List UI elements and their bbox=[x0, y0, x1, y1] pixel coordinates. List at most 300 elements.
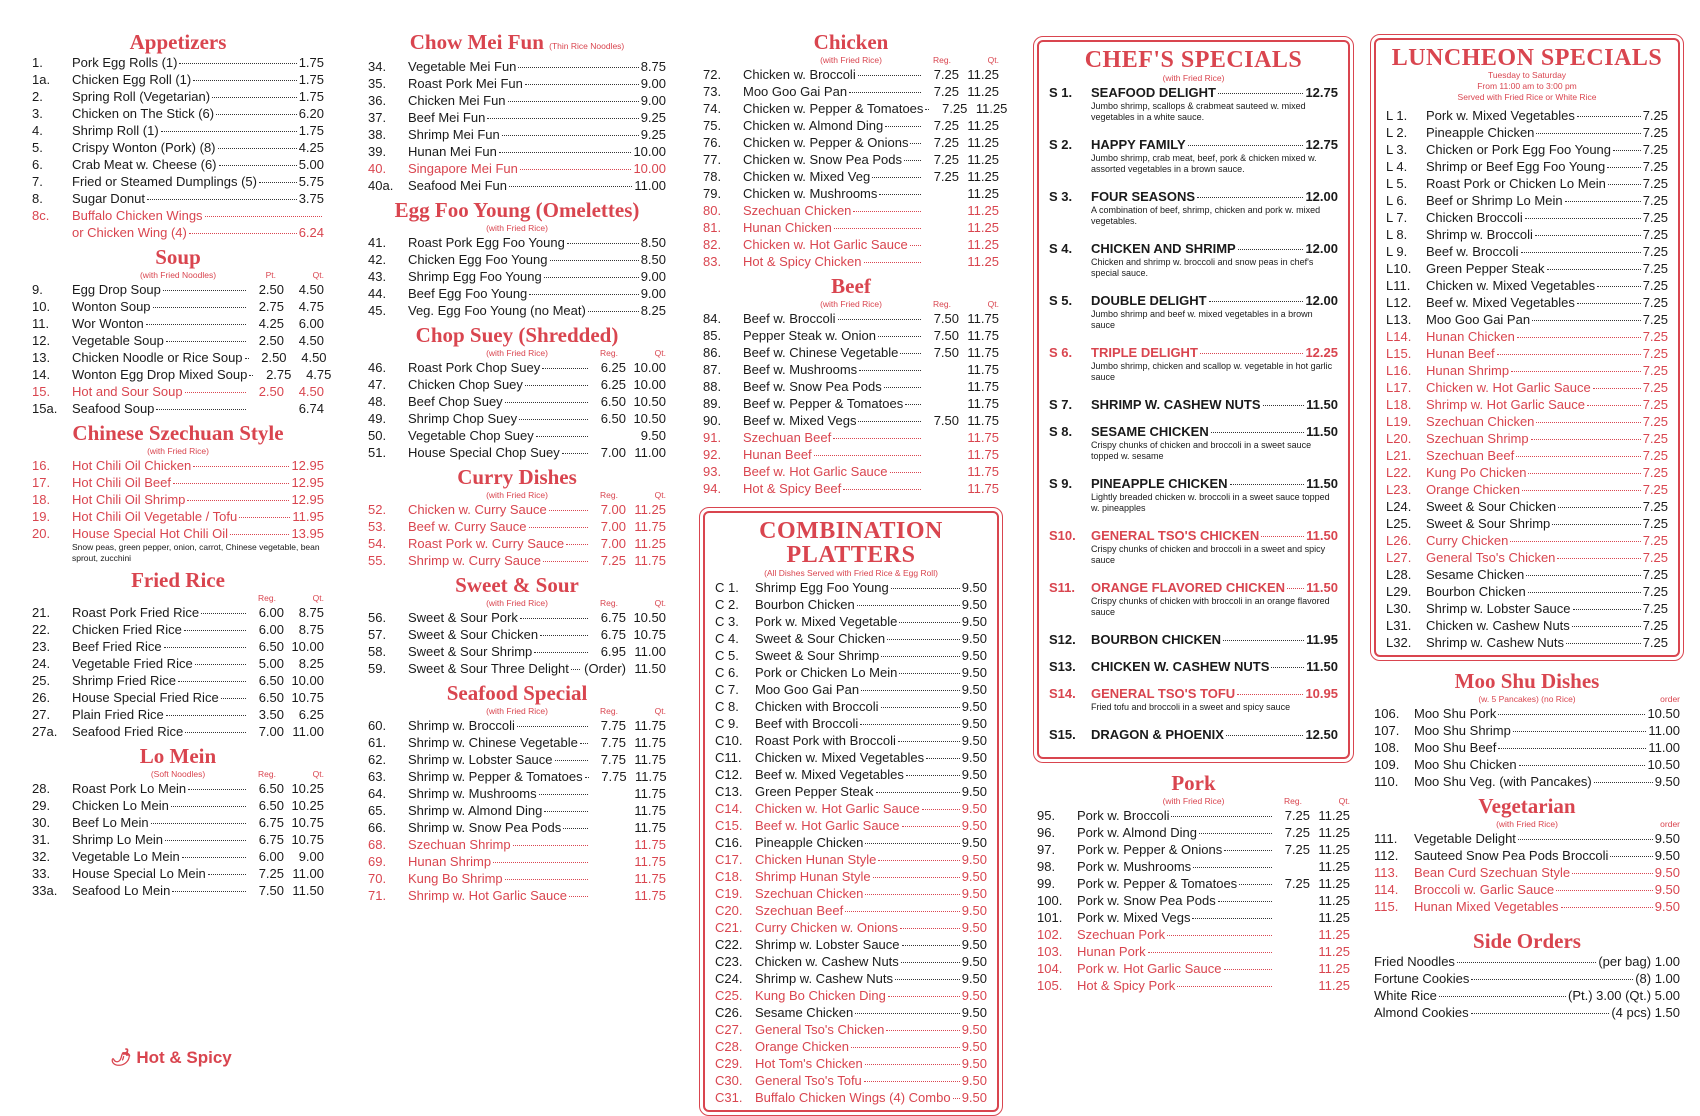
item-price-large: 11.25 bbox=[967, 169, 999, 184]
item-price: 7.25 bbox=[1642, 346, 1668, 361]
item-name: Szechuan Beef bbox=[755, 903, 844, 918]
item-name: Chicken Noodle or Rice Soup bbox=[72, 350, 243, 365]
menu-item bbox=[703, 66, 999, 83]
menu-item bbox=[1386, 141, 1668, 158]
section-curry bbox=[368, 465, 666, 569]
menu-item bbox=[32, 604, 324, 621]
item-number: 14. bbox=[32, 367, 51, 382]
item-price-large: 11.75 bbox=[967, 447, 999, 462]
menu-item bbox=[1386, 192, 1668, 209]
item-price: (per bag) 1.00 bbox=[1598, 954, 1680, 969]
menu-item bbox=[368, 501, 666, 518]
item-name: Pork w. Almond Ding bbox=[1077, 825, 1197, 840]
menu-item bbox=[32, 797, 324, 814]
dot-leader bbox=[1200, 353, 1304, 354]
section-subtitle bbox=[368, 347, 666, 359]
item-number: C28. bbox=[715, 1039, 743, 1054]
column-header-1: Reg. bbox=[933, 55, 951, 65]
menu-item bbox=[703, 361, 999, 378]
item-price: 9.50 bbox=[961, 767, 987, 782]
item-name: House Special Fried Rice bbox=[72, 690, 219, 705]
menu-item bbox=[1374, 987, 1680, 1004]
item-name: Singapore Mei Fun bbox=[408, 161, 518, 176]
item-price-small: 7.75 bbox=[601, 769, 627, 784]
item-price: 7.25 bbox=[1642, 601, 1668, 616]
menu-item bbox=[715, 766, 987, 783]
item-price: 12.00 bbox=[1305, 241, 1338, 256]
column-header-2: Qt. bbox=[312, 769, 324, 779]
item-number: L 6. bbox=[1386, 193, 1408, 208]
menu-item bbox=[1386, 498, 1668, 515]
item-price-large: 8.25 bbox=[298, 656, 324, 671]
dot-leader bbox=[925, 109, 929, 110]
item-name: Shrimp Chop Suey bbox=[408, 411, 518, 426]
item-name: Crab Meat w. Cheese (6) bbox=[72, 157, 217, 172]
item-number: S 6. bbox=[1049, 345, 1073, 360]
item-price: 10.95 bbox=[1305, 686, 1338, 701]
dot-leader bbox=[1237, 694, 1303, 695]
item-price-small: 7.25 bbox=[1284, 876, 1310, 891]
item-price-large: 11.25 bbox=[1318, 944, 1350, 959]
item-name: Beef w. Mixed Vegetables bbox=[755, 767, 904, 782]
item-price-large: 11.75 bbox=[967, 481, 999, 496]
dot-leader bbox=[865, 843, 959, 844]
item-price: 9.00 bbox=[640, 286, 666, 301]
dot-leader bbox=[189, 233, 297, 234]
dot-leader bbox=[185, 732, 246, 733]
item-number: L 4. bbox=[1386, 159, 1408, 174]
menu-item bbox=[1037, 977, 1350, 994]
item-price: 7.25 bbox=[1642, 142, 1668, 157]
dot-leader bbox=[259, 182, 297, 183]
dot-leader bbox=[1607, 167, 1640, 168]
dot-leader bbox=[922, 809, 960, 810]
item-price-large: 11.75 bbox=[967, 345, 999, 360]
menu-item bbox=[368, 819, 666, 836]
item-name: Fortune Cookies bbox=[1374, 971, 1470, 986]
dot-leader bbox=[1557, 558, 1640, 559]
item-name: Shrimp Lo Mein bbox=[72, 832, 164, 847]
item-price-small: 2.50 bbox=[261, 350, 287, 365]
section-title bbox=[32, 568, 324, 592]
dot-leader bbox=[171, 806, 246, 807]
item-price-large: 4.75 bbox=[306, 367, 332, 382]
item-name: Chicken w. Snow Pea Pods bbox=[743, 152, 902, 167]
menu-item bbox=[1386, 158, 1668, 175]
item-number: C13. bbox=[715, 784, 743, 799]
section-subtitle bbox=[32, 269, 324, 281]
item-price-large: 11.75 bbox=[635, 769, 667, 784]
item-name: Moo Shu Pork bbox=[1414, 706, 1497, 721]
menu-item bbox=[1374, 739, 1680, 756]
item-number: 5. bbox=[32, 140, 43, 155]
dot-leader bbox=[900, 928, 960, 929]
menu-item bbox=[1386, 107, 1668, 124]
menu-item bbox=[1386, 124, 1668, 141]
dot-leader bbox=[858, 421, 921, 422]
item-price: 7.25 bbox=[1642, 193, 1668, 208]
item-number: 18. bbox=[32, 492, 51, 507]
item-price-small: 7.25 bbox=[933, 135, 959, 150]
dot-leader bbox=[895, 979, 960, 980]
item-name: Shrimp w. Broccoli bbox=[1426, 227, 1533, 242]
item-price: 7.25 bbox=[1642, 533, 1668, 548]
dot-leader bbox=[851, 1047, 960, 1048]
menu-item bbox=[368, 393, 666, 410]
menu-item bbox=[715, 953, 987, 970]
menu-item bbox=[703, 151, 999, 168]
item-price: 7.25 bbox=[1642, 635, 1668, 650]
dot-leader bbox=[1526, 575, 1640, 576]
item-name: Spring Roll (Vegetarian) bbox=[72, 89, 211, 104]
dot-leader bbox=[1566, 643, 1641, 644]
section-title bbox=[1049, 48, 1338, 72]
item-price-small: 7.50 bbox=[258, 883, 284, 898]
item-price: 3.75 bbox=[298, 191, 324, 206]
item-number: 66. bbox=[368, 820, 387, 835]
item-number: 89. bbox=[703, 396, 722, 411]
item-price: 1.75 bbox=[298, 55, 324, 70]
menu-item bbox=[368, 410, 666, 427]
item-number: L 7. bbox=[1386, 210, 1408, 225]
dot-leader bbox=[178, 681, 246, 682]
dot-leader bbox=[534, 652, 588, 653]
item-name: Sesame Chicken bbox=[1426, 567, 1525, 582]
section-subtitle bbox=[1374, 818, 1680, 830]
item-price: 11.50 bbox=[1306, 476, 1338, 491]
item-name: Pork w. Mixed Vegetable bbox=[755, 614, 898, 629]
column-header-2: Qt. bbox=[312, 593, 324, 603]
item-number: C21. bbox=[715, 920, 743, 935]
item-number: 82. bbox=[703, 237, 722, 252]
section-title bbox=[703, 30, 999, 54]
item-price-large: 11.75 bbox=[634, 820, 666, 835]
dot-leader bbox=[1471, 1013, 1610, 1014]
item-name: Moo Shu Veg. (with Pancakes) bbox=[1414, 774, 1592, 789]
item-name: Szechuan Chicken bbox=[743, 203, 852, 218]
item-price-small: 2.50 bbox=[258, 384, 284, 399]
item-price: 7.25 bbox=[1642, 465, 1668, 480]
item-price-large: 11.25 bbox=[1318, 825, 1350, 840]
dot-leader bbox=[864, 262, 922, 263]
menu-item bbox=[32, 173, 324, 190]
dot-leader bbox=[502, 135, 639, 136]
dot-leader bbox=[208, 874, 246, 875]
item-name: Hot Chili Oil Vegetable / Tofu bbox=[72, 509, 238, 524]
item-price: 9.50 bbox=[961, 903, 987, 918]
dot-leader bbox=[525, 385, 588, 386]
item-name: SEAFOOD DELIGHT bbox=[1091, 85, 1216, 100]
item-price: 9.50 bbox=[961, 988, 987, 1003]
item-number: 97. bbox=[1037, 842, 1056, 857]
item-price-small: 6.00 bbox=[258, 622, 284, 637]
dot-leader bbox=[185, 392, 246, 393]
dot-leader bbox=[536, 436, 588, 437]
item-price: 12.25 bbox=[1305, 345, 1338, 360]
dot-leader bbox=[509, 186, 632, 187]
menu-item bbox=[1049, 240, 1338, 257]
item-number: 112. bbox=[1374, 848, 1399, 863]
item-number: 1a. bbox=[32, 72, 51, 87]
dot-leader bbox=[585, 777, 589, 778]
item-price-small: 6.75 bbox=[258, 815, 284, 830]
dot-leader bbox=[550, 260, 639, 261]
menu-item bbox=[368, 58, 666, 75]
menu-item bbox=[715, 834, 987, 851]
dot-leader bbox=[216, 114, 297, 115]
item-name: Veg. Egg Foo Young (no Meat) bbox=[408, 303, 586, 318]
item-number: C31. bbox=[715, 1090, 743, 1105]
item-price-small: 4.25 bbox=[258, 316, 284, 331]
dot-leader bbox=[891, 588, 960, 589]
dot-leader bbox=[1471, 979, 1633, 980]
item-name: Beef Chop Suey bbox=[408, 394, 503, 409]
item-number: S 2. bbox=[1049, 137, 1073, 152]
item-number: L 3. bbox=[1386, 142, 1408, 157]
item-price-small: 7.50 bbox=[933, 328, 959, 343]
section-title bbox=[32, 245, 324, 269]
dot-leader bbox=[205, 216, 322, 217]
dot-leader bbox=[218, 148, 297, 149]
menu-item bbox=[1386, 481, 1668, 498]
item-name: Chicken w. Cashew Nuts bbox=[1426, 618, 1570, 633]
item-number: 15. bbox=[32, 384, 51, 399]
menu-item bbox=[368, 268, 666, 285]
item-price-small: 7.50 bbox=[933, 413, 959, 428]
item-price-large: 11.75 bbox=[634, 735, 666, 750]
menu-item bbox=[1374, 898, 1680, 915]
item-price: 7.25 bbox=[1642, 159, 1668, 174]
item-description: Crispy chunks of chicken with broccoli in an orange flavored sauce bbox=[1091, 596, 1330, 617]
dot-leader bbox=[833, 438, 921, 439]
item-price-large: 8.75 bbox=[298, 622, 324, 637]
item-name: SHRIMP W. CASHEW NUTS bbox=[1091, 397, 1261, 412]
item-price-small: 7.25 bbox=[933, 84, 959, 99]
menu-item bbox=[32, 814, 324, 831]
dot-leader bbox=[1556, 890, 1653, 891]
item-name: Chicken w. Mixed Veg bbox=[743, 169, 871, 184]
dot-leader bbox=[487, 118, 638, 119]
item-number: 91. bbox=[703, 430, 722, 445]
menu-item bbox=[715, 630, 987, 647]
dot-leader bbox=[1573, 609, 1641, 610]
item-name: General Tso's Chicken bbox=[1426, 550, 1556, 565]
item-name: Sauteed Snow Pea Pods Broccoli bbox=[1414, 848, 1609, 863]
item-name: Pork w. Pepper & Tomatoes bbox=[1077, 876, 1238, 891]
item-number: 8c. bbox=[32, 208, 50, 223]
section-subtitle-text: (All Dishes Served with Fried Rice & Egg Roll) bbox=[764, 568, 938, 578]
dot-leader bbox=[1519, 765, 1646, 766]
item-name: Chicken w. Hot Garlic Sauce bbox=[755, 801, 920, 816]
dot-leader bbox=[519, 419, 588, 420]
menu-item bbox=[368, 359, 666, 376]
item-name: Roast Pork Chop Suey bbox=[408, 360, 541, 375]
menu-item bbox=[32, 672, 324, 689]
dot-leader bbox=[520, 169, 632, 170]
dot-leader bbox=[1188, 145, 1304, 146]
item-name: Sweet & Sour Chicken bbox=[1426, 499, 1557, 514]
item-name: Hunan Mixed Vegetables bbox=[1414, 899, 1559, 914]
dot-leader bbox=[166, 715, 246, 716]
item-number: 92. bbox=[703, 447, 722, 462]
item-number: C15. bbox=[715, 818, 743, 833]
item-number: L 1. bbox=[1386, 108, 1408, 123]
item-price-large: 11.75 bbox=[967, 379, 999, 394]
item-name: Shrimp w. Curry Sauce bbox=[408, 553, 541, 568]
section-chefs-specials bbox=[1037, 40, 1350, 759]
item-number: 19. bbox=[32, 509, 51, 524]
item-name: Szechuan Beef bbox=[1426, 448, 1515, 463]
dot-leader bbox=[151, 823, 246, 824]
dot-leader bbox=[529, 527, 589, 528]
item-number: 61. bbox=[368, 735, 387, 750]
dot-leader bbox=[1518, 839, 1653, 840]
menu-item bbox=[1386, 379, 1668, 396]
item-price-small: 7.25 bbox=[933, 67, 959, 82]
dot-leader bbox=[853, 211, 921, 212]
item-price-large: 11.75 bbox=[967, 430, 999, 445]
item-number: 103. bbox=[1037, 944, 1063, 959]
menu-item bbox=[1386, 362, 1668, 379]
item-number: L21. bbox=[1386, 448, 1412, 463]
item-name: General Tso's Tofu bbox=[755, 1073, 862, 1088]
menu-item bbox=[715, 1072, 987, 1089]
item-number: 95. bbox=[1037, 808, 1056, 823]
item-number: L30. bbox=[1386, 601, 1412, 616]
item-price-large: 11.75 bbox=[967, 362, 999, 377]
menu-item bbox=[703, 327, 999, 344]
item-price-large: 10.75 bbox=[291, 815, 324, 830]
column-header-1: Reg. bbox=[600, 706, 618, 716]
dot-leader bbox=[1148, 952, 1272, 953]
menu-item bbox=[715, 800, 987, 817]
item-price-large: 11.75 bbox=[634, 752, 666, 767]
menu-item bbox=[1037, 943, 1350, 960]
item-name: Pork w. Pepper & Onions bbox=[1077, 842, 1223, 857]
item-number: 86. bbox=[703, 345, 722, 360]
column-header-2: Qt. bbox=[1338, 796, 1350, 806]
item-price-large: 11.25 bbox=[1318, 893, 1350, 908]
menu-item bbox=[703, 463, 999, 480]
item-price-large: 11.75 bbox=[634, 519, 666, 534]
dot-leader bbox=[525, 84, 639, 85]
item-name: PINEAPPLE CHICKEN bbox=[1091, 476, 1228, 491]
dot-leader bbox=[245, 358, 249, 359]
section-beef bbox=[703, 274, 999, 497]
column-header-1: Reg. bbox=[600, 598, 618, 608]
item-name: Chicken w. Pepper & Tomatoes bbox=[743, 101, 924, 116]
item-name: Beef w. Mushrooms bbox=[743, 362, 858, 377]
section-szechuan bbox=[32, 421, 324, 564]
menu-item bbox=[1386, 447, 1668, 464]
item-price: 9.50 bbox=[961, 1056, 987, 1071]
dot-leader bbox=[505, 879, 588, 880]
item-number: 6. bbox=[32, 157, 43, 172]
item-name: Vegetable Soup bbox=[72, 333, 164, 348]
menu-item bbox=[1049, 423, 1338, 440]
column-header-2: order bbox=[1660, 819, 1680, 829]
item-price-large: 11.25 bbox=[967, 220, 999, 235]
column-4 bbox=[1037, 40, 1350, 998]
item-name: Vegetable Fried Rice bbox=[72, 656, 193, 671]
item-price: 6.24 bbox=[298, 225, 324, 240]
item-price: 9.50 bbox=[961, 648, 987, 663]
menu-item bbox=[32, 780, 324, 797]
section-combination-platters bbox=[703, 511, 999, 1112]
item-number: L14. bbox=[1386, 329, 1412, 344]
item-name: Moo Goo Gai Pan bbox=[1426, 312, 1531, 327]
item-name: Moo Goo Gai Pan bbox=[755, 682, 860, 697]
item-number: 52. bbox=[368, 502, 387, 517]
item-number: 1. bbox=[32, 55, 43, 70]
menu-item bbox=[1386, 294, 1668, 311]
menu-item bbox=[715, 868, 987, 885]
section-title-text: Soup bbox=[155, 245, 201, 269]
menu-item bbox=[1374, 847, 1680, 864]
item-price-large: 4.50 bbox=[298, 282, 324, 297]
item-name: Broccoli w. Garlic Sauce bbox=[1414, 882, 1555, 897]
dot-leader bbox=[193, 466, 289, 467]
item-number: 44. bbox=[368, 286, 387, 301]
item-price-large: 9.50 bbox=[640, 428, 666, 443]
item-name: Shrimp w. Pepper & Tomatoes bbox=[408, 769, 583, 784]
item-number: 69. bbox=[368, 854, 387, 869]
item-price: 7.25 bbox=[1642, 278, 1668, 293]
item-price-large: 11.25 bbox=[1318, 842, 1350, 857]
item-name: Pineapple Chicken bbox=[755, 835, 864, 850]
item-price-large: 11.25 bbox=[1318, 859, 1350, 874]
item-number: L15. bbox=[1386, 346, 1412, 361]
dot-leader bbox=[1535, 235, 1641, 236]
item-name: Chicken Egg Roll (1) bbox=[72, 72, 192, 87]
menu-item bbox=[368, 870, 666, 887]
section-title bbox=[715, 519, 987, 567]
section-side-orders bbox=[1374, 929, 1680, 1021]
dot-leader bbox=[858, 75, 921, 76]
item-price: 11.50 bbox=[1306, 397, 1338, 412]
item-name: Sweet & Sour Shrimp bbox=[755, 648, 880, 663]
column-header-2: order bbox=[1660, 694, 1680, 704]
item-price-small: 6.75 bbox=[258, 832, 284, 847]
menu-item bbox=[368, 427, 666, 444]
item-price-small: 6.50 bbox=[258, 639, 284, 654]
item-number: L17. bbox=[1386, 380, 1412, 395]
menu-item bbox=[32, 88, 324, 105]
item-number: 85. bbox=[703, 328, 722, 343]
section-title bbox=[368, 681, 666, 705]
hot-spicy-legend bbox=[110, 1048, 232, 1068]
section-appetizers bbox=[32, 30, 324, 241]
item-name: Hot Chili Oil Beef bbox=[72, 475, 171, 490]
item-name: ORANGE FLAVORED CHICKEN bbox=[1091, 580, 1286, 595]
dot-leader bbox=[1613, 150, 1641, 151]
item-name: Beef Fried Rice bbox=[72, 639, 162, 654]
item-price: 5.00 bbox=[298, 157, 324, 172]
dot-leader bbox=[549, 510, 588, 511]
item-price-large: 11.25 bbox=[1318, 927, 1350, 942]
dot-leader bbox=[838, 319, 922, 320]
dot-leader bbox=[899, 673, 959, 674]
item-number: C 5. bbox=[715, 648, 739, 663]
menu-item bbox=[1049, 726, 1338, 743]
dot-leader bbox=[861, 690, 960, 691]
dot-leader bbox=[1511, 371, 1641, 372]
item-name: Pork w. Hot Garlic Sauce bbox=[1077, 961, 1222, 976]
dot-leader bbox=[1498, 748, 1646, 749]
section-soup bbox=[32, 245, 332, 417]
menu-item bbox=[32, 882, 324, 899]
item-name: Szechuan Pork bbox=[1077, 927, 1166, 942]
